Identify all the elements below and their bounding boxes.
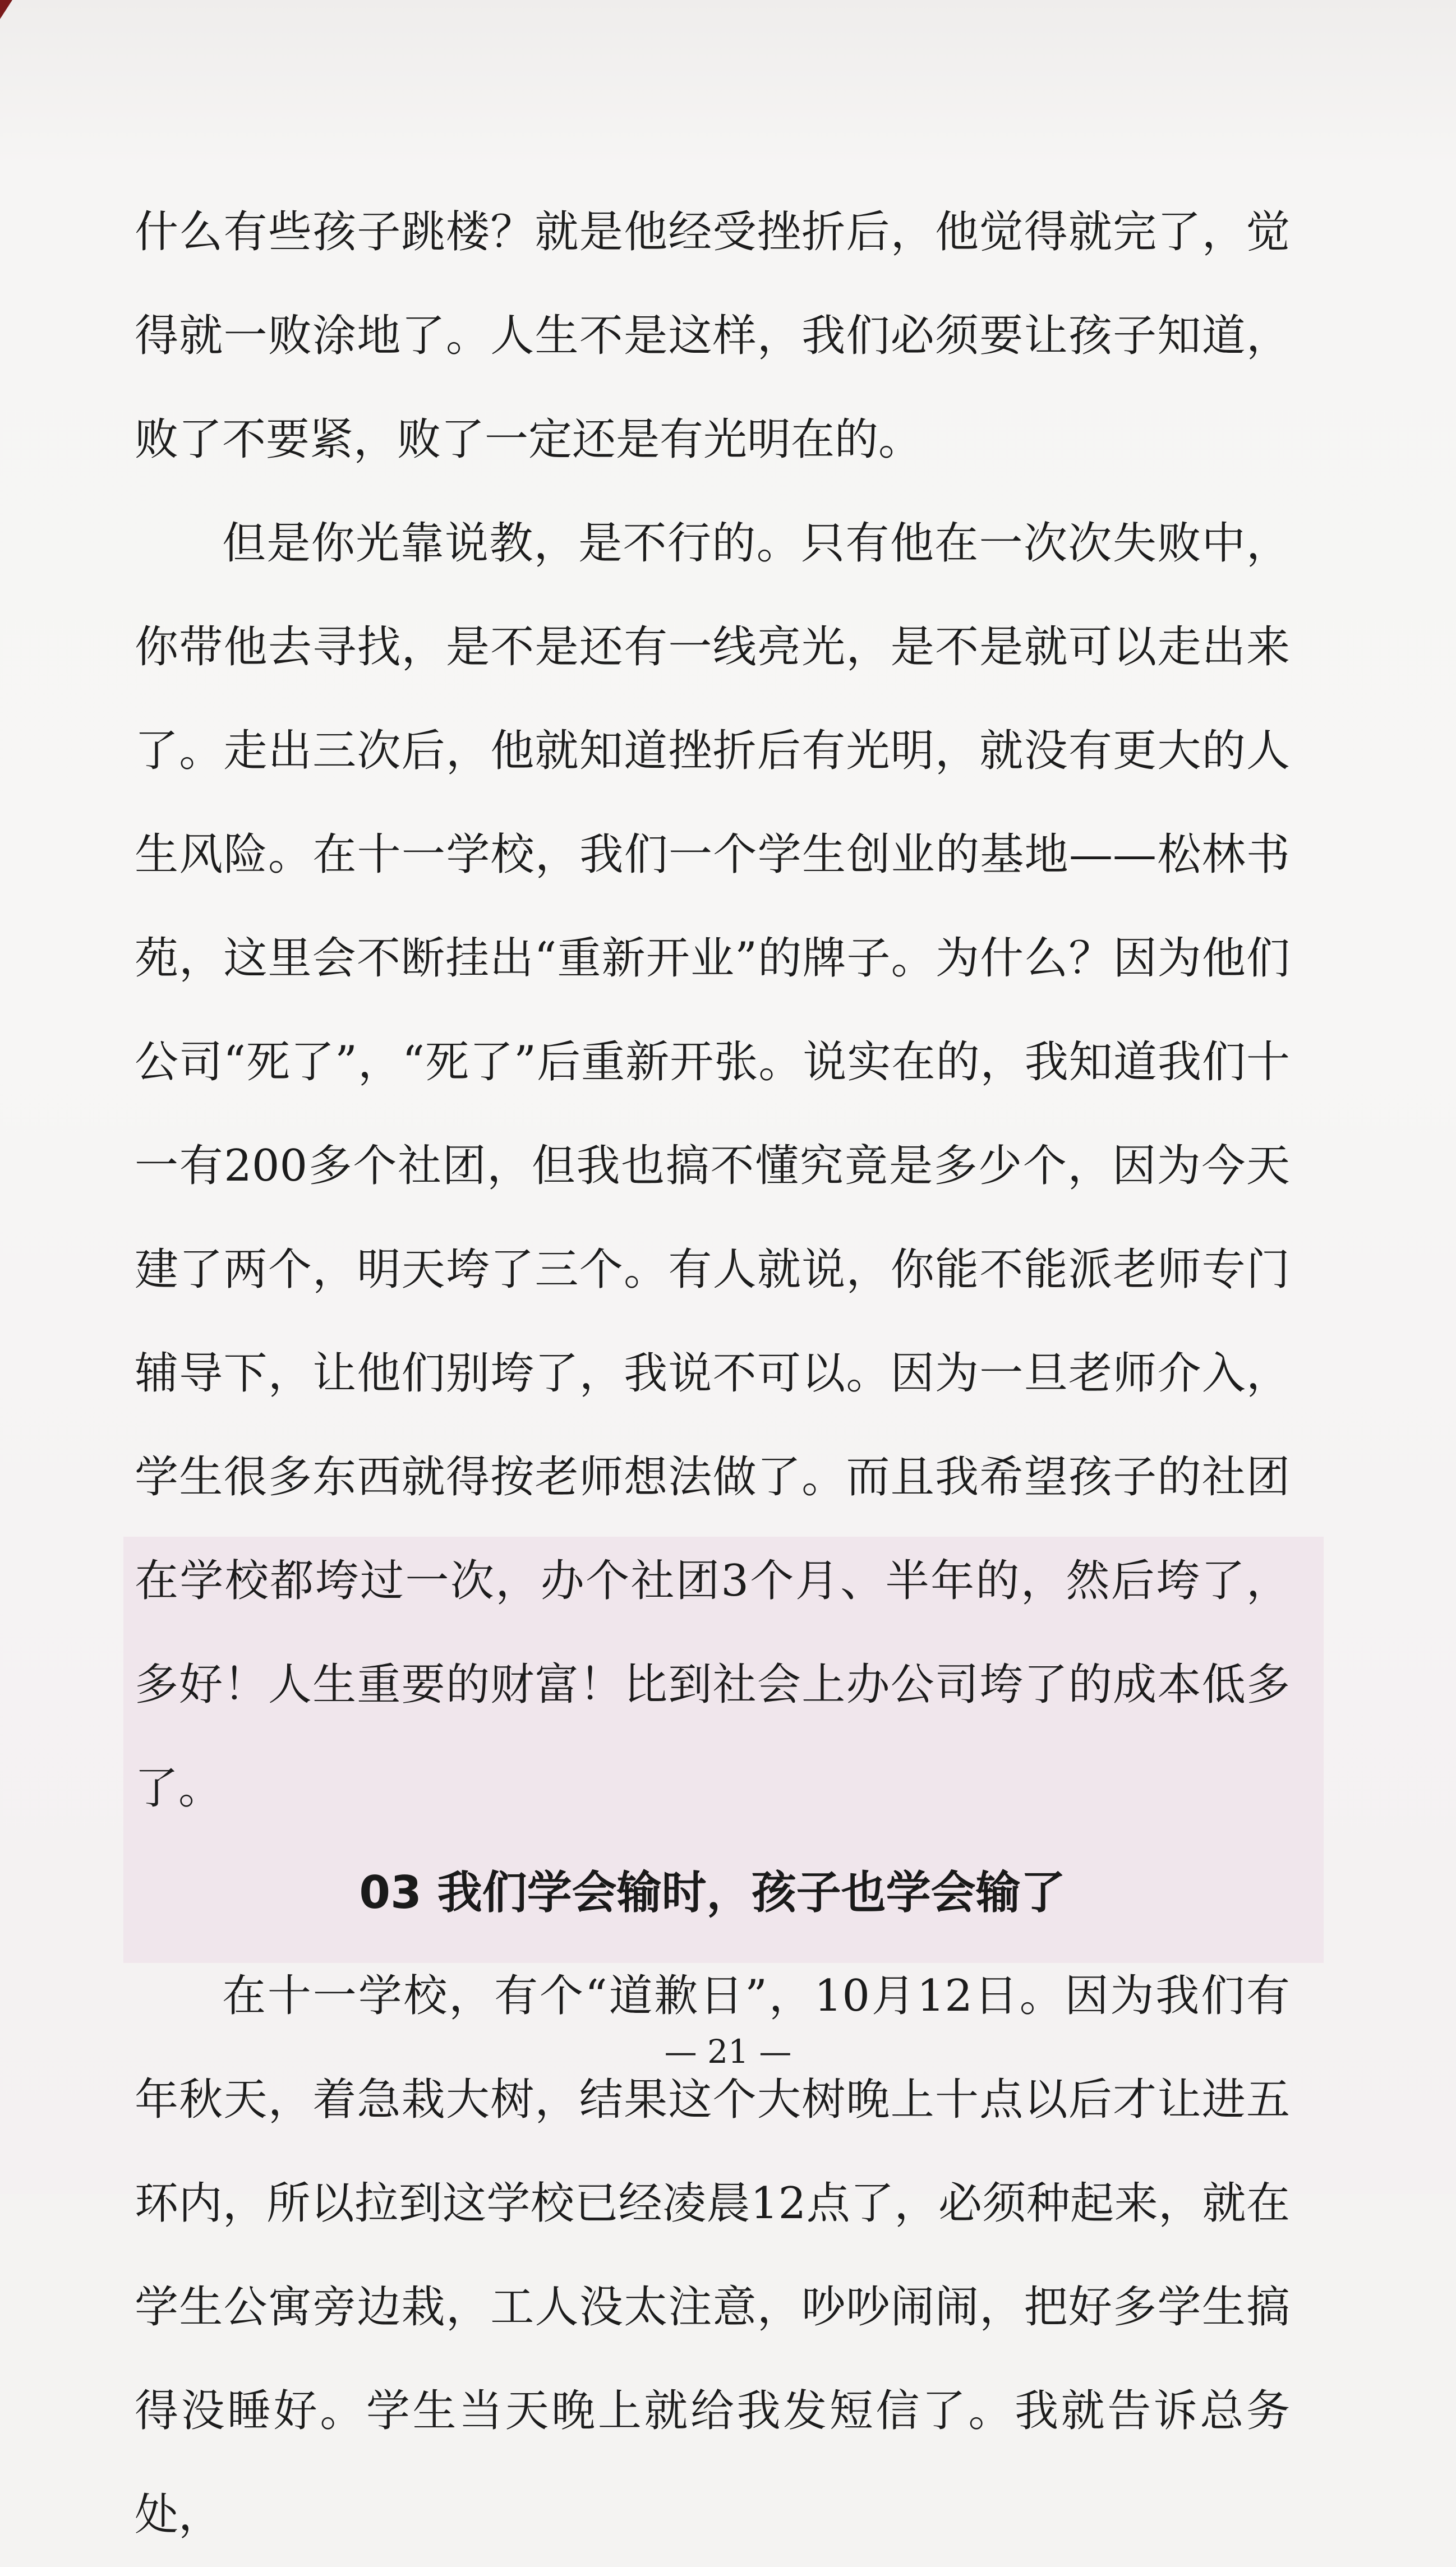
paragraph-apology-day: 在十一学校，有个“道歉日”，10月12日。因为我们有年秋天，着急栽大树，结果这个大树晚上十点以后才让进五环内，所以拉到这学校已经凌晨12点了，必须种起来，就在学生公寓旁边栽，工人没太注意，吵吵闹闹，把好多学生搞得没睡好。学生当天晚上就给我发短信了。我就告诉总务处， bbox=[135, 1971, 1290, 2540]
page-number: — 21 — bbox=[664, 2033, 792, 2071]
paragraph-continued: 什么有些孩子跳楼？就是他经受挫折后，他觉得就完了，觉得就一败涂地了。人生不是这样，我们必须要让孩子知道，败了不要紧，败了一定还是有光明在的。 bbox=[135, 207, 1290, 465]
paragraph-failure: 但是你光靠说教，是不行的。只有他在一次次失败中，你带他去寻找，是不是还有一线亮光，是不是就可以走出来了。走出三次后，他就知道挫折后有光明，就没有更大的人生风险。在十一学校，我们一个学生创业的基地——松林书苑，这里会不断挂出“重新开业”的牌子。为什么？因为他们公司“死了”，“死了”后重新开张。说实在的，我知道我们十一有200多个社团，但我也搞不懂究竟是多少个，因为今天建了两个，明天垮了三个。有人就说，你能不能派老师专门辅导下，让他们别垮了，我说不可以。因为一旦老师介入，学生很多东西就得按老师想法做了。而且我希望孩子的社团在学校都垮过一次，办个社团3个月、半年的，然后垮了，多好！人生重要的财富！比到社会上办公司垮了的成本低多了。 bbox=[135, 518, 1290, 1814]
page-body bbox=[135, 181, 1290, 2567]
section-heading: 03 我们学会输时，孩子也学会输了 bbox=[359, 1867, 1066, 1919]
corner-mark bbox=[0, 0, 12, 19]
